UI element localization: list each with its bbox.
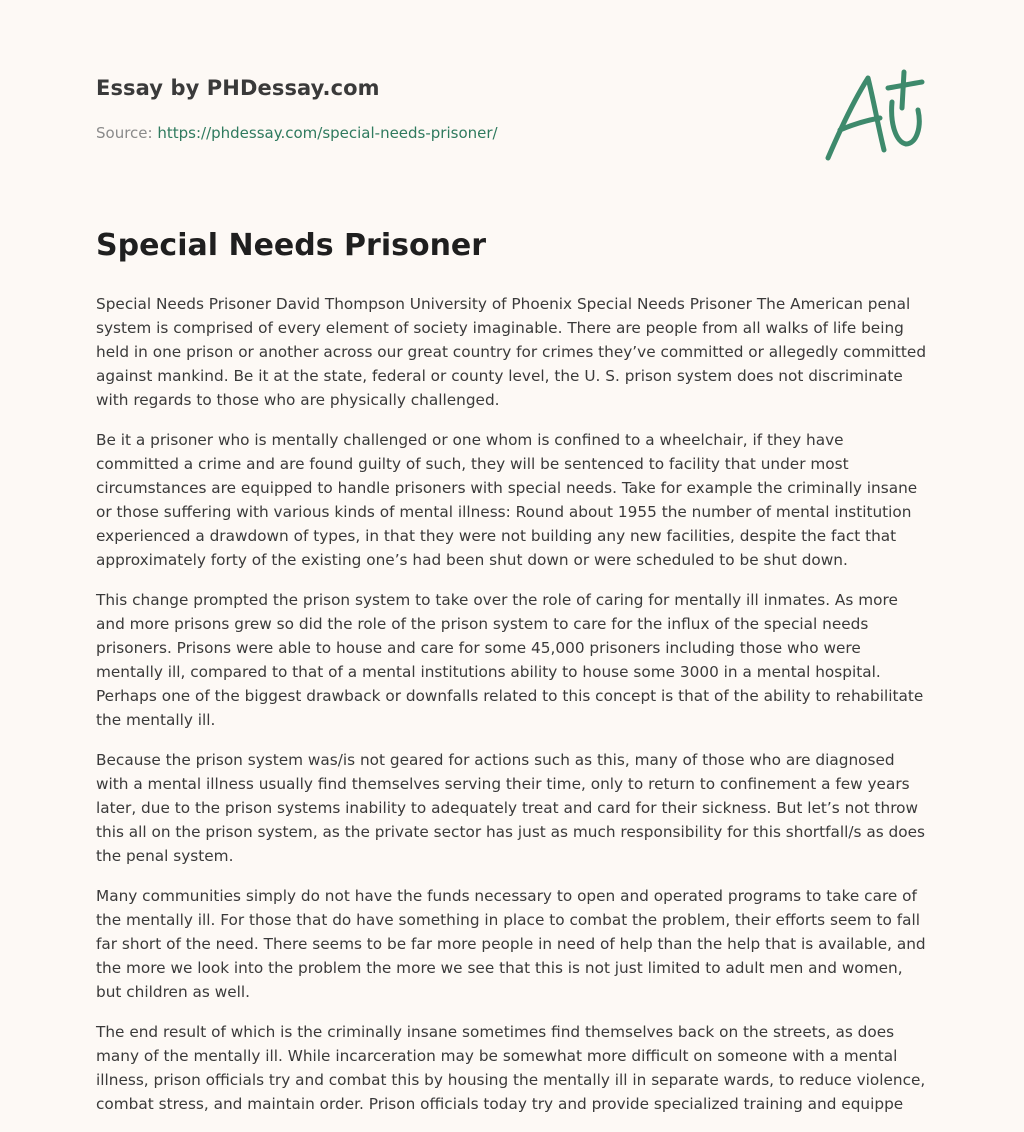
essay-main <box>96 226 928 1132</box>
essay-paragraph: Because the prison system was/is not geared for actions such as this, many of those who are diagnosed with a mental illness usually find themselves serving their time, only to return to confinement a few years later, due to the prison systems inability to adequately treat and card for their sickness. But let’s not throw this all on the prison system, as the private sector has just as much responsibility for this shortfall/s as does the penal system. <box>96 751 925 865</box>
essay-paragraph: The end result of which is the criminally insane sometimes find themselves back on the streets, as does many of the mentally ill. While incarceration may be somewhat more difficult on someone with a mental illness, prison officials try and combat this by housing the mentally ill in separate wards, to reduce violence, combat stress, and maintain order. Prison officials today try and provide specialized training and equippe <box>96 1023 926 1113</box>
page-header <box>96 76 928 196</box>
essay-paragraph: This change prompted the prison system to take over the role of caring for mentally ill inmates. As more and more prisons grew so did the role of the prison system to care for the influx of the special needs prisoners. Prisons were able to house and care for some 45,000 prisoners including those who were mentally ill, compared to that of a mental institutions ability to house some 3000 in a mental hospital. Perhaps one of the biggest drawback or downfalls related to this concept is that of the ability to rehabilitate the mentally ill. <box>96 591 924 729</box>
essay-paragraph: Special Needs Prisoner David Thompson University of Phoenix Special Needs Prisoner The American penal system is comprised of every element of society imaginable. There are people from all walks of life being held in one prison or another across our great country for crimes they’ve committed or allegedly committed against mankind. Be it at the state, federal or county level, the U. S. prison system does not discriminate with regards to those who are physically challenged. <box>96 295 927 409</box>
site-title: Essay by PHDessay.com <box>96 76 380 100</box>
essay-paragraph: Many communities simply do not have the funds necessary to open and operated programs to take care of the mentally ill. For those that do have something in place to combat the problem, their efforts seem to fall far short of the need. There seems to be far more people in need of help than the help that is available, and the more we look into the problem the more we see that this is not just limited to adult men and women, but children as well. <box>96 887 926 1001</box>
essay-body <box>96 292 928 1116</box>
source-line <box>96 124 498 142</box>
source-label: Source: <box>96 124 153 142</box>
essay-paragraph: Be it a prisoner who is mentally challenged or one whom is confined to a wheelchair, if they have committed a crime and are found guilty of such, they will be sentenced to facility that under most circumstances are equipped to handle prisoners with special needs. Take for example the criminally insane or those suffering with various kinds of mental illness: Round about 1955 the number of mental institution experienced a drawdown of types, in that they were not building any new facilities, despite the fact that approximately forty of the existing one’s had been shut down or were scheduled to be shut down. <box>96 431 918 569</box>
source-link[interactable]: https://phdessay.com/special-needs-prisoner/ <box>157 124 498 142</box>
a-plus-logo-icon <box>818 68 930 164</box>
essay-title: Special Needs Prisoner <box>96 228 487 263</box>
